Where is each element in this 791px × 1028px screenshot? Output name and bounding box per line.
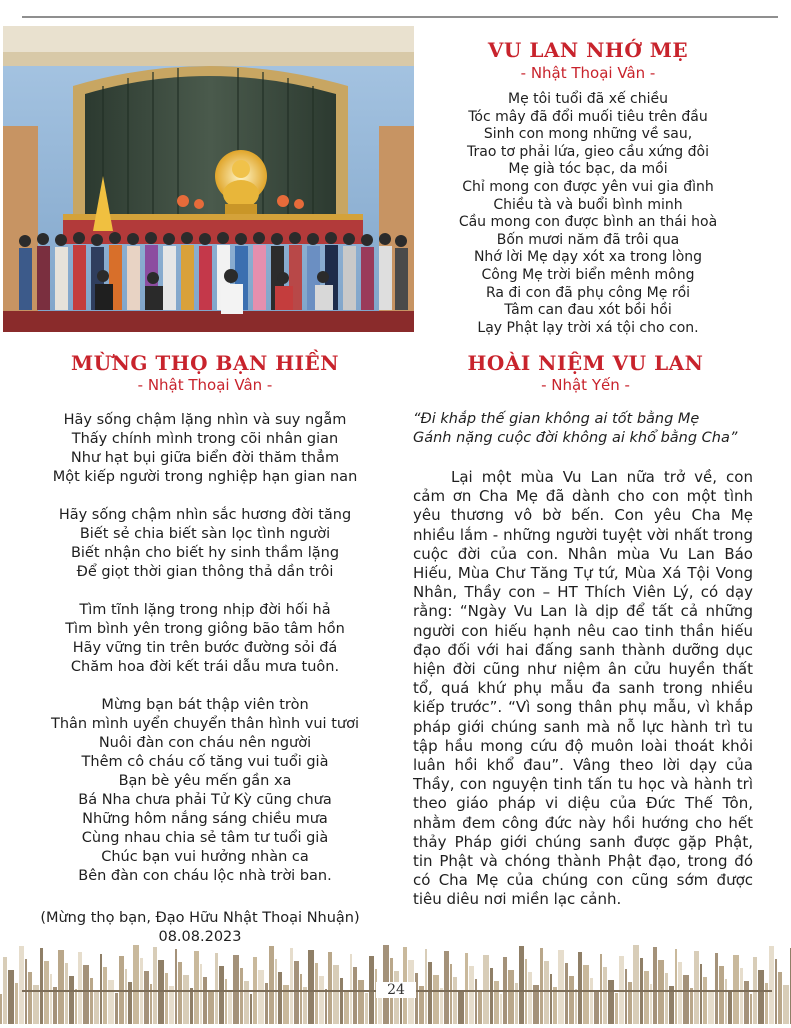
footer-stripe bbox=[475, 979, 477, 1024]
poem-line: Chỉ mong con được yên vui gia đình bbox=[462, 178, 714, 195]
poem-stanza bbox=[20, 506, 390, 582]
footer-stripe bbox=[433, 975, 439, 1024]
footer-stripe bbox=[569, 976, 574, 1024]
footer-stripe bbox=[328, 952, 332, 1024]
poem-line: Bá Nha chưa phải Tử Kỳ cũng chưa bbox=[78, 792, 332, 808]
footer-stripe bbox=[175, 949, 177, 1024]
footer-stripes bbox=[0, 938, 791, 1024]
essay-author: - Nhật Yến - bbox=[541, 376, 630, 394]
poem-line: Chăm hoa đời kết trái dẫu mưa tuôn. bbox=[70, 659, 340, 675]
poem-line: Cùng nhau chia sẻ tâm tư tuổi già bbox=[81, 830, 329, 846]
footer-stripe bbox=[715, 953, 718, 1024]
footer-stripe bbox=[675, 949, 677, 1024]
footer-stripe bbox=[128, 982, 132, 1024]
footer-stripe bbox=[319, 976, 324, 1024]
footer-stripe bbox=[733, 955, 739, 1024]
footer-stripe bbox=[144, 971, 149, 1024]
footer-stripe bbox=[108, 980, 114, 1024]
footer-stripe bbox=[490, 968, 493, 1024]
footer-stripe bbox=[690, 988, 693, 1024]
footer-stripe bbox=[783, 985, 789, 1024]
poem-line: Biết nhận cho biết hy sinh thầm lặng bbox=[70, 545, 340, 561]
footer-stripe bbox=[719, 966, 724, 1024]
footer-stripe bbox=[550, 974, 552, 1024]
poem-line: Tóc mây đã đổi muối tiêu trên đầu bbox=[468, 108, 708, 125]
footer-stripe bbox=[44, 961, 49, 1024]
footer-stripe bbox=[494, 981, 499, 1024]
footer-stripe bbox=[708, 990, 714, 1024]
footer-stripe bbox=[575, 989, 577, 1024]
poem-line: Chiều tà và buổi bình minh bbox=[493, 196, 683, 213]
footer-stripe bbox=[103, 967, 107, 1024]
page-number: 24 bbox=[376, 982, 416, 998]
essay-quote bbox=[413, 410, 773, 448]
poem-line: Bạn bè yêu mến gần xa bbox=[118, 773, 292, 789]
poem-line: Những hôm nắng sáng chiều mưa bbox=[82, 811, 328, 827]
footer-stripe bbox=[244, 981, 249, 1024]
footer-stripe bbox=[58, 950, 64, 1024]
poem-stanza bbox=[20, 411, 390, 487]
footer-stripe bbox=[100, 954, 102, 1024]
footer-stripe bbox=[653, 947, 657, 1024]
essay-quote-line: Gánh nặng cuộc đời không ai khổ bằng Cha” bbox=[413, 430, 738, 446]
footer-stripe bbox=[3, 957, 7, 1024]
footer-stripe bbox=[608, 980, 614, 1024]
footer-stripe bbox=[428, 962, 432, 1024]
footer-stripe bbox=[703, 977, 707, 1024]
poem-stanza bbox=[20, 696, 390, 886]
footer-decoration bbox=[0, 938, 791, 1024]
poem-line: Biết sẻ chia biết sàn lọc tình người bbox=[79, 526, 331, 542]
essay-body: Lại một mùa Vu Lan nữa trở về, con cảm ơn Cha Mẹ đã dành cho con một tình yêu thương vô bờ bến. Con yêu Cha Mẹ nhiều lắm - những người tuyệt vời nhất trong cuộc đời của con. Nhân mùa Vu Lan Báo Hiếu, Mùa Chư Tăng Tự tứ, Mùa Xá Tội Vong Nhân, Thầy con – HT Thích Viên Lý, có dạy rằng: “Ngày Vu Lan là dịp để tất cả những người con hiếu hạnh nêu cao tinh thần hiếu đạo đối với hai đấng sanh thành dưỡng dục hiện đời cũng như niệm ân cửu huyền thất tổ, quá khứ phụ mẫu đa sanh trong nhiều kiếp trước”. “Vì song thân phụ mẫu, vì khắp pháp giới chúng sanh mà nỗ lực hành trì tu tập hầu mong cứu độ muôn loài thoát khỏi luân hồi khổ đau”. Vâng theo lời dạy của Thầy, con nguyện tinh tấn tu học và hành trì theo giáo pháp vi diệu của Đức Thế Tôn, nhằm đem công đức này hồi hướng cho hết thảy Pháp giới chúng sanh được gặp Phật, tin Phật và chóng thành Phật đạo, trong đó có Cha Mẹ của chúng con cũng sớm được tiêu diêu nơi miền lạc cảnh. bbox=[413, 468, 753, 909]
footer-stripe bbox=[540, 948, 543, 1024]
footer-stripe bbox=[265, 983, 268, 1024]
poem-line: Chúc bạn vui hưởng nhàn ca bbox=[101, 849, 309, 865]
footer-stripe bbox=[183, 975, 189, 1024]
footer-stripe bbox=[40, 948, 43, 1024]
poem-line: Tìm tĩnh lặng trong nhịp đời hối hả bbox=[79, 602, 331, 618]
footer-stripe bbox=[500, 994, 502, 1024]
footer-stripe bbox=[350, 954, 352, 1024]
poem-line: Như hạt bụi giữa biển đời thăm thẳm bbox=[70, 450, 340, 466]
footer-stripe bbox=[590, 978, 593, 1024]
footer-stripe bbox=[694, 951, 699, 1024]
footer-stripe bbox=[290, 948, 293, 1024]
footer-stripe bbox=[344, 991, 349, 1024]
poem-vu-lan-title: VU LAN NHỚ MẸ bbox=[487, 38, 689, 62]
footer-stripe bbox=[225, 979, 227, 1024]
poem-mung-tho-author: - Nhật Thoại Vân - bbox=[137, 376, 273, 394]
footer-stripe bbox=[65, 963, 68, 1024]
poem-line: Hãy sống chậm nhìn sắc hương đời tăng bbox=[58, 507, 352, 523]
top-rule bbox=[22, 16, 778, 18]
footer-stripe bbox=[15, 983, 18, 1024]
footer-stripe bbox=[778, 972, 782, 1024]
footer-stripe bbox=[165, 973, 168, 1024]
footer-stripe bbox=[515, 983, 518, 1024]
poem-line: Công Mẹ trời biển mênh mông bbox=[481, 266, 695, 283]
poem-line: Hãy vững tin trên bước đường sỏi đá bbox=[72, 640, 338, 656]
footer-stripe bbox=[415, 973, 418, 1024]
poem-line: Hãy sống chậm lặng nhìn và suy ngẫm bbox=[63, 412, 347, 428]
footer-stripe bbox=[50, 974, 52, 1024]
footer-stripe bbox=[294, 961, 299, 1024]
poem-stanza bbox=[20, 601, 390, 677]
poem-mung-tho-title: MỪNG THỌ BẠN HIỀN bbox=[70, 351, 339, 375]
footer-stripe bbox=[440, 988, 443, 1024]
footer-stripe bbox=[303, 987, 307, 1024]
footer-stripe bbox=[358, 980, 364, 1024]
footer-stripe bbox=[465, 953, 468, 1024]
footer-stripe bbox=[203, 977, 207, 1024]
poem-line: Nhớ lời Mẹ dạy xót xa trong lòng bbox=[473, 249, 703, 266]
poem-line: Cầu mong con được bình an thái hoà bbox=[458, 214, 718, 231]
poem-line: Mẹ già tóc bạc, da mồi bbox=[508, 161, 668, 178]
photo-illustration bbox=[3, 26, 414, 332]
poem-line: Mẹ tôi tuổi đã xế chiều bbox=[507, 91, 668, 107]
footer-stripe bbox=[450, 964, 452, 1024]
footer-stripe bbox=[644, 971, 649, 1024]
footer-stripe bbox=[240, 968, 243, 1024]
essay-title: HOÀI NIỆM VU LAN bbox=[467, 351, 704, 375]
footer-stripe bbox=[458, 990, 464, 1024]
footer-stripe bbox=[483, 955, 489, 1024]
footer-stripe bbox=[233, 955, 239, 1024]
footer-stripe bbox=[769, 946, 774, 1024]
footer-stripe bbox=[615, 993, 618, 1024]
footer-stripe bbox=[578, 952, 582, 1024]
footer-stripe bbox=[94, 991, 99, 1024]
footer-stripe bbox=[200, 964, 202, 1024]
footer-stripe bbox=[700, 964, 702, 1024]
poem-line: Để giọt thời gian thông thả dần trôi bbox=[76, 564, 334, 580]
footer-stripe bbox=[353, 967, 357, 1024]
footer-stripe bbox=[300, 974, 302, 1024]
poem-line: Nuôi đàn con cháu nên người bbox=[98, 735, 312, 751]
footer-stripe bbox=[583, 965, 589, 1024]
poem-line: Thấy chính mình trong cõi nhân gian bbox=[71, 431, 339, 447]
poem-line: Một kiếp người trong nghiệp hạn gian nan bbox=[52, 469, 358, 485]
footer-stripe bbox=[544, 961, 549, 1024]
footer-stripe bbox=[269, 946, 274, 1024]
poem-signature: (Mừng thọ bạn, Đạo Hữu Nhật Thoại Nhuận) 08.08.2023 bbox=[40, 910, 360, 945]
footer-stripe bbox=[90, 978, 93, 1024]
poem-line: Ra đi con đã phụ công Mẹ rồi bbox=[485, 284, 691, 301]
poem-line: Bốn mươi năm đã trôi qua bbox=[496, 231, 680, 248]
footer-stripe bbox=[53, 987, 57, 1024]
footer-stripe bbox=[208, 990, 214, 1024]
poem-line: Lạy Phật lạy trời xá tội cho con. bbox=[477, 319, 699, 336]
footer-stripe bbox=[78, 952, 82, 1024]
poem-line: Thân mình uyển chuyển thân hình vui tươi bbox=[51, 716, 359, 732]
footer-stripe bbox=[425, 949, 427, 1024]
footer-stripe bbox=[750, 994, 752, 1024]
footer-stripe bbox=[558, 950, 564, 1024]
footer-stripe bbox=[683, 975, 689, 1024]
footer-stripe bbox=[478, 992, 482, 1024]
footer-stripe bbox=[258, 970, 264, 1024]
footer-stripe bbox=[469, 966, 474, 1024]
footer-stripe bbox=[133, 945, 139, 1024]
footer-stripe bbox=[633, 945, 639, 1024]
footer-stripe bbox=[83, 965, 89, 1024]
footer-stripe bbox=[758, 970, 764, 1024]
footer-stripe bbox=[278, 972, 282, 1024]
footer-stripe bbox=[333, 965, 339, 1024]
footer-stripe bbox=[508, 970, 514, 1024]
footer-stripe bbox=[75, 989, 77, 1024]
footer-stripe bbox=[194, 951, 199, 1024]
poem-line: Tâm can đau xót bồi hồi bbox=[504, 302, 672, 319]
footer-stripe bbox=[315, 963, 318, 1024]
poem-vu-lan-author: - Nhật Thoại Vân - bbox=[520, 64, 656, 82]
footer-stripe bbox=[725, 979, 727, 1024]
footer-stripe bbox=[678, 962, 682, 1024]
poem-mung-tho-body bbox=[20, 411, 390, 905]
group-photo bbox=[3, 26, 414, 332]
poem-line: Trao tơ phải lứa, gieo cầu xứng đôi bbox=[467, 143, 709, 160]
footer-stripe bbox=[775, 959, 777, 1024]
footer-stripe bbox=[115, 993, 118, 1024]
footer-stripe bbox=[215, 953, 218, 1024]
footer-stripe bbox=[228, 992, 232, 1024]
footer-stripe bbox=[453, 977, 457, 1024]
footer-stripe bbox=[628, 982, 632, 1024]
footer-stripe bbox=[603, 967, 607, 1024]
footer-stripe bbox=[69, 976, 74, 1024]
footer-stripe bbox=[553, 987, 557, 1024]
footer-stripe bbox=[250, 994, 252, 1024]
footer-stripe bbox=[178, 962, 182, 1024]
poem-line: Thêm cô cháu cố tăng vui tuổi già bbox=[81, 754, 329, 770]
footer-stripe bbox=[340, 978, 343, 1024]
poem-line: Bên đàn con cháu lộc nhà trời ban. bbox=[78, 868, 332, 884]
poem-line: Tìm bình yên trong giông bão tâm hồn bbox=[65, 621, 345, 637]
footer-stripe bbox=[308, 950, 314, 1024]
footer-stripe bbox=[8, 970, 14, 1024]
poem-vu-lan-body bbox=[420, 91, 756, 337]
footer-stripe bbox=[600, 954, 602, 1024]
footer-stripe bbox=[444, 951, 449, 1024]
footer-stripe bbox=[325, 989, 327, 1024]
footer-stripe bbox=[740, 968, 743, 1024]
footer-stripe bbox=[365, 993, 368, 1024]
footer-stripe bbox=[219, 966, 224, 1024]
footer-stripe bbox=[728, 992, 732, 1024]
poem-line: Mừng bạn bát thập viên tròn bbox=[101, 697, 309, 713]
footer-stripe bbox=[744, 981, 749, 1024]
footer-stripe bbox=[153, 947, 157, 1024]
footer-stripe bbox=[565, 963, 568, 1024]
poem-line: Sinh con mong những về sau, bbox=[483, 126, 693, 143]
footer-stripe bbox=[625, 969, 627, 1024]
footer-stripe bbox=[19, 946, 24, 1024]
footer-stripe bbox=[519, 946, 524, 1024]
footer-stripe bbox=[594, 991, 599, 1024]
footer-stripe bbox=[765, 983, 768, 1024]
footer-stripe bbox=[190, 988, 193, 1024]
footer-stripe bbox=[528, 972, 532, 1024]
essay-quote-line: “Đi khắp thế gian không ai tốt bằng Mẹ bbox=[413, 411, 700, 427]
footer-stripe bbox=[665, 973, 668, 1024]
footer-stripe bbox=[0, 994, 2, 1024]
footer-stripe bbox=[125, 969, 127, 1024]
footer-stripe bbox=[28, 972, 32, 1024]
